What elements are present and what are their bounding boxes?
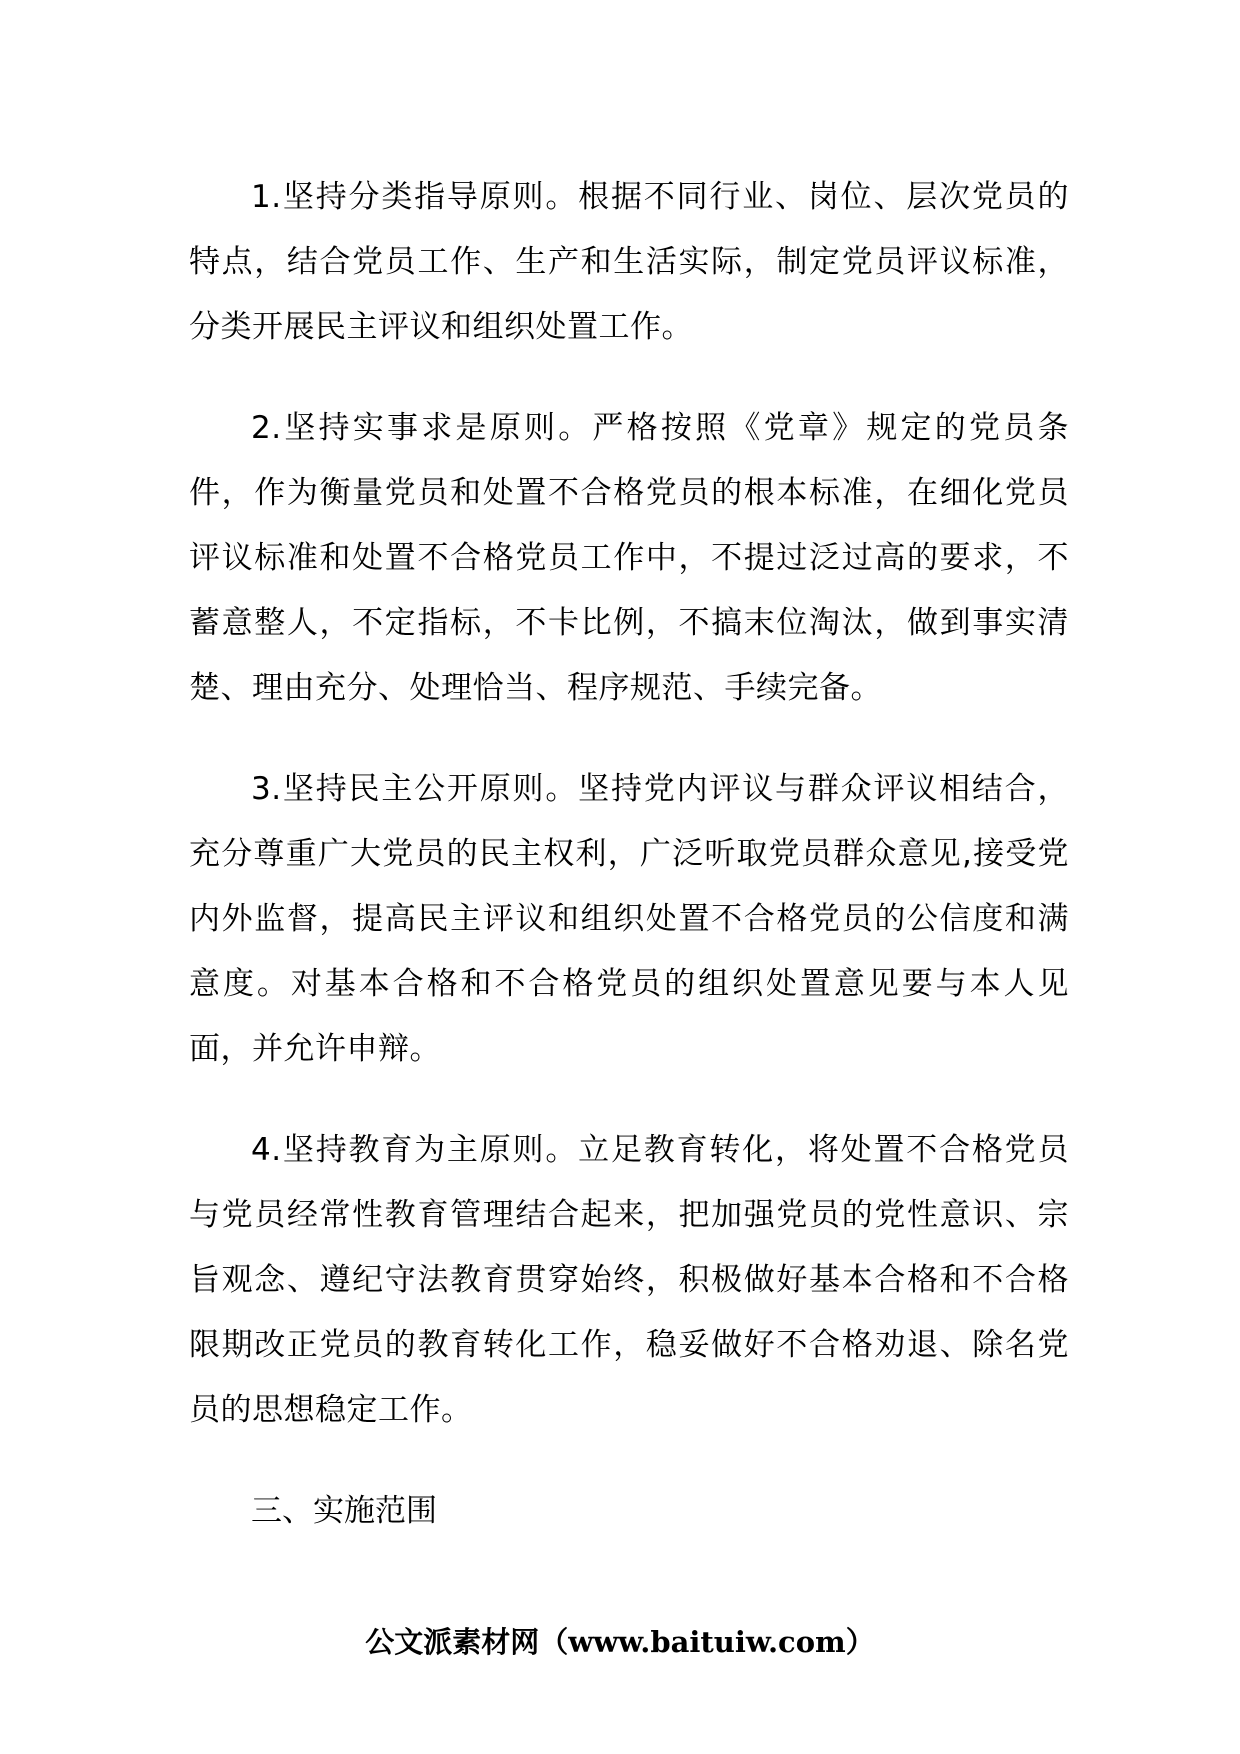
paragraph-principle-3: 3.坚持民主公开原则。坚持党内评议与群众评议相结合，充分尊重广大党员的民主权利，广泛听取党员群众意见,接受党内外监督，提高民主评议和组织处置不合格党员的公信度和满意度。对基本合格和不合格党员的组织处置意见要与本人见面，并允许申辩。 (189, 771, 1069, 1067)
paragraph-principle-2: 2.坚持实事求是原则。严格按照《党章》规定的党员条件，作为衡量党员和处置不合格党员的根本标准，在细化党员评议标准和处置不合格党员工作中，不提过泛过高的要求，不蓄意整人，不定指标，不卡比例，不搞末位淘汰，做到事实清楚、理由充分、处理恰当、程序规范、手续完备。 (189, 410, 1069, 706)
paragraph-principle-4: 4.坚持教育为主原则。立足教育转化，将处置不合格党员与党员经常性教育管理结合起来，把加强党员的党性意识、宗旨观念、遵纪守法教育贯穿始终，积极做好基本合格和不合格限期改正党员的教育转化工作，稳妥做好不合格劝退、除名党员的思想稳定工作。 (189, 1132, 1069, 1428)
section-heading: 三、实施范围 (251, 1493, 437, 1529)
document-body (189, 165, 1069, 1544)
footer-watermark: 公文派素材网（www.baituiw.com） (365, 1625, 875, 1659)
paragraph-principle-1: 1.坚持分类指导原则。根据不同行业、岗位、层次党员的特点，结合党员工作、生产和生活实际，制定党员评议标准，分类开展民主评议和组织处置工作。 (189, 179, 1069, 345)
